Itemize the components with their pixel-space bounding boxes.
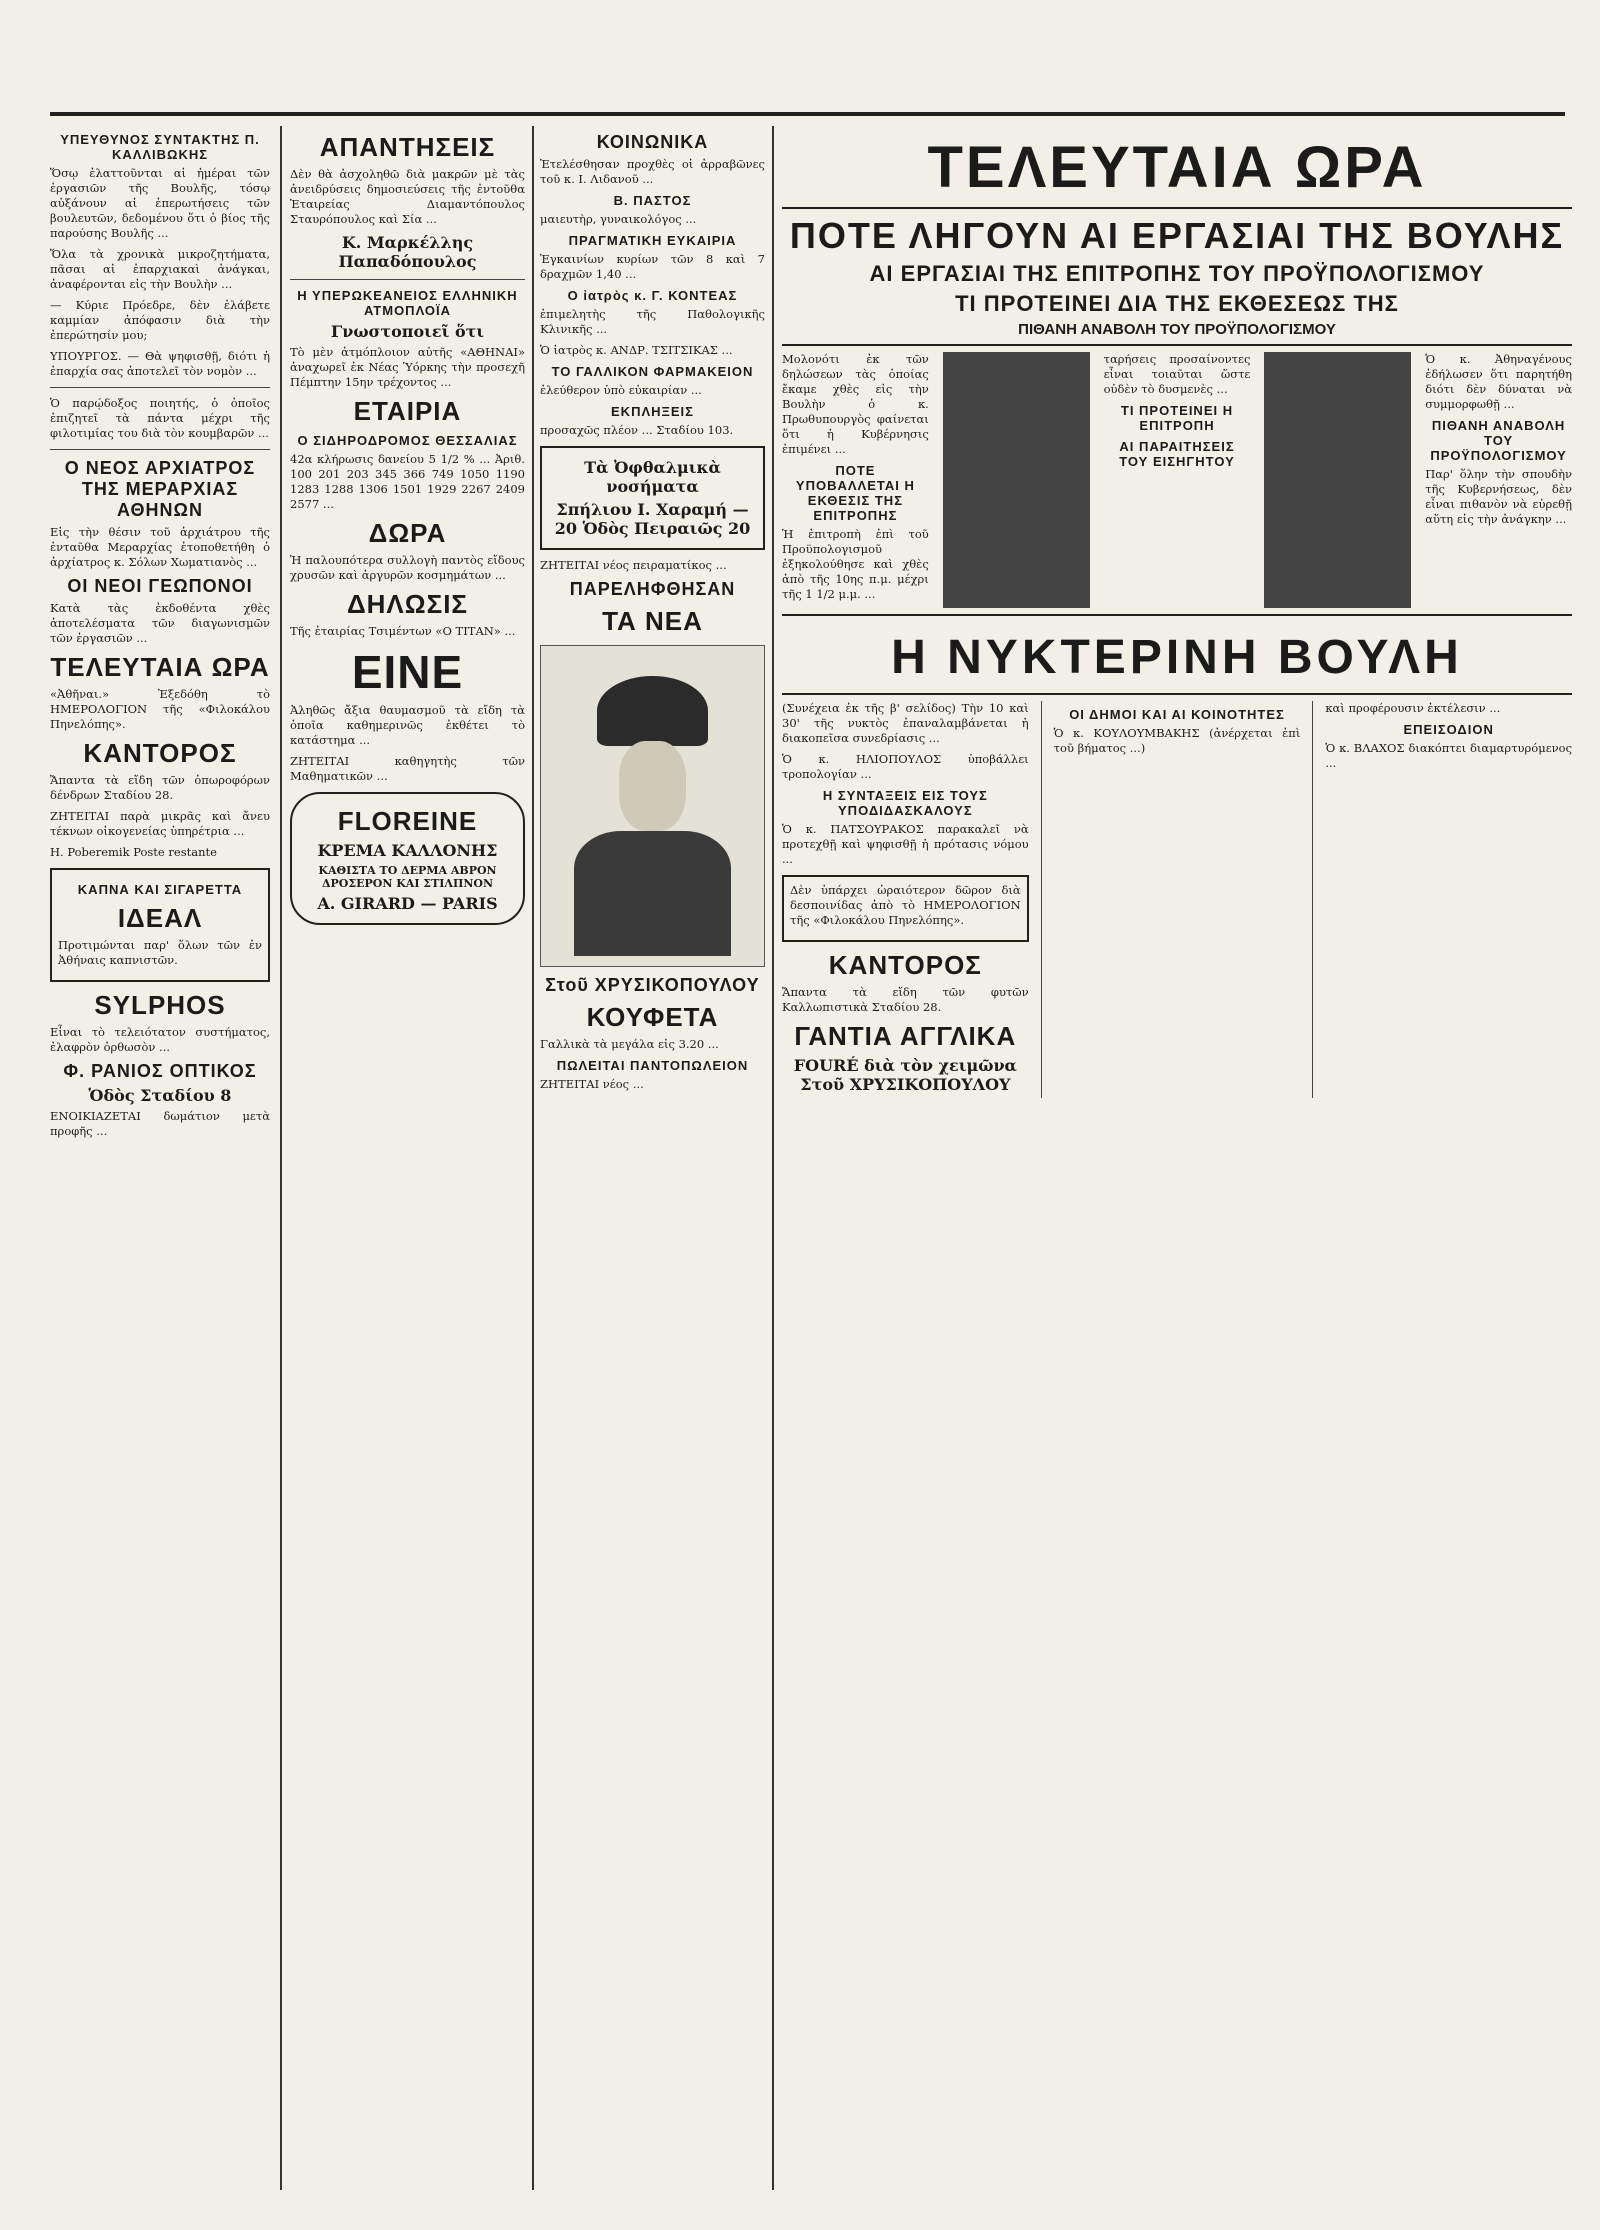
article-text: Μολονότι ἐκ τῶν δηλώσεων τὰς ὁποίας ἔκαμε χθὲς εἰς τὴν Βουλὴν ὁ κ. Πρωθυπουργὸς φαίνεται ὅτι ἡ Κυβέρνησις ἐπιμένει ... xyxy=(782,352,929,456)
divider xyxy=(782,207,1572,209)
article-text: ΖΗΤΕΙΤΑΙ καθηγητὴς τῶν Μαθηματικῶν ... xyxy=(290,754,525,783)
ad-address: A. GIRARD — PARIS xyxy=(317,894,498,913)
article-text: Ὅσῳ ἐλαττοῦνται αἱ ἡμέραι τῶν ἐργασιῶν τῆς Βουλῆς, τόσῳ αὐξάνουν αἱ ἐπερωτήσεις τῶν βουλευτῶν, δεδομένου ὅτι ὁ βίος τῆς παρούσης Βουλῆς ... xyxy=(50,166,270,240)
face-shape xyxy=(619,741,686,831)
article-text: ΖΗΤΕΙΤΑΙ νέος ... xyxy=(540,1077,644,1091)
article-text: Ἐγκαινίων κυρίων τῶν 8 καὶ 7 δραχμῶν 1,40 ... xyxy=(540,252,765,281)
article-text: Ὁ κ. ΠΑΤΣΟΥΡΑΚΟΣ παρακαλεῖ νὰ προτεχθῇ καὶ ψηφισθῇ ἡ πρότασις νόμου ... xyxy=(782,822,1029,866)
subheading: ΤΙ ΠΡΟΤΕΙΝΕΙ Η ΕΠΙΤΡΟΠΗ xyxy=(1120,403,1234,433)
vouli-col xyxy=(782,701,1029,1098)
ad-kapna xyxy=(50,868,270,982)
vouli-columns xyxy=(782,701,1572,1098)
headline-pragmatiki: ΠΡΑΓΜΑΤΙΚΗ ΕΥΚΑΙΡΙΑ xyxy=(568,233,737,248)
ad-imerologion xyxy=(782,875,1029,942)
headline-parelifthisan: ΠΑΡΕΛΗΦΘΗΣΑΝ xyxy=(569,579,736,599)
hat-shape xyxy=(597,676,709,746)
headline-konteas: Ο ἰατρὸς κ. Γ. ΚΟΝΤΕΑΣ xyxy=(567,288,738,303)
article-columns xyxy=(782,352,1572,608)
ad-store: Στοῦ ΧΡΥΣΙΚΟΠΟΥΛΟΥ xyxy=(545,975,760,995)
article-col xyxy=(1425,352,1572,608)
divider xyxy=(782,344,1572,346)
article-text: Ἡ ἐπιτροπὴ ἐπὶ τοῦ Προϋπολογισμοῦ ἐξηκολούθησε καὶ χθὲς ἀπὸ τῆς 10ης π.μ. μέχρι τῆς 1 1/2 μ.μ. ... xyxy=(782,527,929,601)
column-rule xyxy=(1264,352,1411,608)
divider xyxy=(290,279,525,280)
ad-title: Τὰ Ὀφθαλμικὰ νοσήματα xyxy=(584,458,721,496)
ad-text: Ἄπαντα τὰ εἴδη τῶν φυτῶν Καλλωπιστικὰ Σταδίου 28. xyxy=(782,985,1029,1014)
article-text: ΖΗΤΕΙΤΑΙ νέος πειραματίκος ... xyxy=(540,558,727,572)
article-text: Ὅλα τὰ χρονικὰ μικροζητήματα, πᾶσαι αἱ ἐπαρχιακαὶ ἀνάγκαι, ἀναφέρονται εἰς τὴν Βουλὴν ... xyxy=(50,247,270,291)
headline-nyxterini-vouli: Η ΝΥΚΤΕΡΙΝΗ ΒΟΥΛΗ xyxy=(891,631,1463,684)
column-rule xyxy=(1312,701,1313,1098)
article-text: Ἡ παλουπότερα συλλογὴ παντὸς εἴδους χρυσῶν καὶ ἀργυρῶν κοσμημάτων ... xyxy=(290,553,525,582)
article-text: μαιευτὴρ, γυναικολόγος ... xyxy=(540,212,697,226)
headline-gantia: ΓΑΝΤΙΑ ΑΓΓΛΙΚΑ xyxy=(794,1021,1017,1051)
divider xyxy=(782,693,1572,695)
signature: Κ. Μαρκέλλης Παπαδόπουλος xyxy=(338,233,477,271)
subheading: Η ΣΥΝΤΑΞΕΙΣ ΕΙΣ ΤΟΥΣ ΥΠΟΔΙΔΑΣΚΑΛΟΥΣ xyxy=(822,788,988,818)
subheading: ΕΠΕΙΣΟΔΙΟΝ xyxy=(1403,722,1494,737)
subheading: ΟΙ ΔΗΜΟΙ ΚΑΙ ΑΙ ΚΟΙΝΟΤΗΤΕΣ xyxy=(1069,707,1285,722)
article-text: Ὁ κ. Ἀθηναγένους ἐδήλωσεν ὅτι παρητήθη διότι δὲν δύναται νὰ συμμορφωθῇ ... xyxy=(1425,352,1572,411)
headline-ta-nea: ΤΑ ΝΕΑ xyxy=(602,606,703,636)
headline-apantiseis: ΑΠΑΝΤΗΣΕΙΣ xyxy=(319,132,496,162)
article-text: καὶ προφέρουσιν ἐκτέλεσιν ... xyxy=(1325,701,1501,715)
ad-address: Ὁδὸς Σταδίου 8 xyxy=(88,1086,232,1105)
headline-geoponoi: ΟΙ ΝΕΟΙ ΓΕΩΠΟΝΟΙ xyxy=(67,576,253,596)
divider xyxy=(50,449,270,450)
ad-brand: FLOREINE xyxy=(337,806,478,836)
article-text: ταρήσεις προσαίνοντες εἶναι τοιαῦται ὥστε οὐδὲν τὸ δυσμενὲς ... xyxy=(1103,352,1251,396)
headline-ti-proteinei: ΤΙ ΠΡΟΤΕΙΝΕΙ ΔΙΑ ΤΗΣ ΕΚΘΕΣΕΩΣ ΤΗΣ xyxy=(955,291,1399,316)
headline-kantoros: ΚΑΝΤΟΡΟΣ xyxy=(83,738,237,768)
article-text: προσαχῶς πλέον ... Σταδίου 103. xyxy=(540,423,734,437)
column-rule xyxy=(532,126,534,2190)
article-text: Εἰς τὴν θέσιν τοῦ ἀρχιάτρου τῆς ἐνταῦθα Μεραρχίας ἐτοποθετήθη ὁ ἀρχίατρος κ. Σόλων Χωματιανὸς ... xyxy=(50,525,270,569)
ad-text: Προτιμώνται παρ' ὅλων τῶν ἐν Ἀθήναις καπνιστῶν. xyxy=(58,938,262,967)
subheading: ΠΙΘΑΝΗ ΑΝΑΒΟΛΗ ΤΟΥ ΠΡΟΫΠΟΛΟΓΙΣΜΟΥ xyxy=(1430,418,1567,463)
divider xyxy=(50,387,270,388)
ad-text: Εἶναι τὸ τελειότατον συστήματος, ἐλαφρὸν ὀρθωσὸν ... xyxy=(50,1025,270,1054)
headline-dora: ΔΩΡΑ xyxy=(368,518,447,548)
headline-poleitai: ΠΩΛΕΙΤΑΙ ΠΑΝΤΟΠΩΛΕΙΟΝ xyxy=(556,1058,749,1073)
ad-floreine xyxy=(290,792,525,925)
article-text: ἐλεύθερον ὑπὸ εὐκαιρίαν ... xyxy=(540,383,702,397)
article-text: ἐπιμελητὴς τῆς Παθολογικῆς Κλινικῆς ... xyxy=(540,307,765,336)
article-text: Ὁ ἰατρὸς κ. ΑΝΔΡ. ΤΣΙΤΣΙΚΑΣ ... xyxy=(540,343,733,357)
ad-ofthalmika xyxy=(540,446,765,550)
article-text: Παρ' ὅλην τὴν σπουδὴν τῆς Κυβερνήσεως, δὲν εἶναι πιθανὸν νὰ εὑρεθῇ αὕτη εἰς τὴν ἀνάγκην ... xyxy=(1425,467,1572,526)
headline-dilosis: ΔΗΛΩΣΙΣ xyxy=(346,589,469,619)
article-text: Ὁ κ. ΒΛΑΧΟΣ διακόπτει διαμαρτυρόμενος ... xyxy=(1325,741,1572,770)
headline-yperokeanios: Η ΥΠΕΡΩΚΕΑΝΕΙΟΣ ΕΛΛΗΝΙΚΗ ΑΤΜΟΠΛΟΪΑ xyxy=(297,288,518,318)
ad-sylphos: SYLPHOS xyxy=(94,990,226,1020)
ad-text: Γαλλικὰ τὰ μεγάλα εἰς 3.20 ... xyxy=(540,1037,719,1051)
article-text: Κατὰ τὰς ἐκδοθέντα χθὲς ἀποτελέσματα τῶν διαγωνισμῶν τῶν ἐργασιῶν ... xyxy=(50,601,270,645)
article-text: ΥΠΟΥΡΓΟΣ. — Θὰ ψηφισθῇ, διότι ἡ ἐπαρχία σας ἀποτελεῖ τὸν νομὸν ... xyxy=(50,349,270,378)
signature: Η. Poberemik Poste restante xyxy=(50,845,217,859)
headline-sidirodromos: Ο ΣΙΔΗΡΟΔΡΟΜΟΣ ΘΕΣΣΑΛΙΑΣ xyxy=(297,433,518,448)
article-text: Τῆς ἐταιρίας Τσιμέντων «Ο ΤΙΤΑΝ» ... xyxy=(290,624,516,638)
headline-kantoros-2: ΚΑΝΤΟΡΟΣ xyxy=(828,950,982,980)
subheading: Γνωστοποιεῖ ὅτι xyxy=(330,322,485,341)
headline-ekpliseis: ΕΚΠΛΗΞΕΙΣ xyxy=(611,404,694,419)
headline-etaireia: ΕΤΑΙΡΙΑ xyxy=(353,396,462,426)
column-2 xyxy=(290,126,525,2190)
article-text: Δὲν θὰ ἀσχοληθῶ διὰ μακρῶν μὲ τὰς ἀνειδρύσεις δημοσιεύσεις τῆς ἐντοῦθα Ἑταιρείας Διαμαντόπουλος Σταυρόπουλος καὶ Σία ... xyxy=(290,167,525,226)
headline-gallikon: ΤΟ ΓΑΛΛΙΚΟΝ ΦΑΡΜΑΚΕΙΟΝ xyxy=(551,364,754,379)
headline-pote-ligoun: ΠΟΤΕ ΛΗΓΟΥΝ ΑΙ ΕΡΓΑΣΙΑΙ ΤΗΣ ΒΟΥΛΗΣ xyxy=(789,215,1565,256)
subheading: ΠΟΤΕ ΥΠΟΒΑΛΛΕΤΑΙ Η ΕΚΘΕΣΙΣ ΤΗΣ ΕΠΙΤΡΟΠΗΣ xyxy=(795,463,915,523)
vouli-col xyxy=(1054,701,1301,1098)
editor-line: ΥΠΕΥΘΥΝΟΣ ΣΥΝΤΑΚΤΗΣ Π. ΚΑΛΛΙΒΩΚΗΣ xyxy=(60,132,260,162)
article-col xyxy=(1104,352,1251,608)
ad-brand: ΙΔΕΑΛ xyxy=(117,903,203,933)
headline-eine: ΕΙΝΕ xyxy=(351,646,464,698)
article-text: Ὁ παρῴδοξος ποιητής, ὁ ὁποῖος ἐπιζητεῖ τὰ πάντα μέχρι τῆς φιλοτιμίας του διὰ τὸν κουμβαρῶν ... xyxy=(50,396,270,440)
column-3 xyxy=(540,126,765,2190)
vouli-col xyxy=(1325,701,1572,1098)
column-1 xyxy=(50,126,270,2190)
article-text: Ἀληθῶς ἄξια θαυμασμοῦ τὰ εἴδη τὰ ὁποῖα καθημερινῶς ἐκθέτει τὸ κατάστημα ... xyxy=(290,703,525,747)
column-rule xyxy=(943,352,1090,608)
ad-fanios: Φ. ΡΑΝΙΟΣ ΟΠΤΙΚΟΣ xyxy=(63,1061,257,1081)
article-text: 42α κλήρωσις δανείου 5 1/2 % ... Ἀριθ. 100 201 203 345 366 749 1050 1190 1283 1288 1306 1501 1929 2267 2409 2577 ... xyxy=(290,452,525,511)
ad-text: ΕΝΟΙΚΙΑΖΕΤΑΙ δωμάτιον μετὰ προφῆς ... xyxy=(50,1109,270,1138)
right-section xyxy=(782,126,1572,2190)
subheading: ΑΙ ΠΑΡΑΙΤΗΣΕΙΣ ΤΟΥ ΕΙΣΗΓΗΤΟΥ xyxy=(1119,439,1235,469)
ad-text: FOURÉ διὰ τὸν χειμῶνα Στοῦ ΧΡΥΣΙΚΟΠΟΥΛΟΥ xyxy=(793,1056,1017,1094)
article-text: Ὁ κ. ΚΟΥΛΟΥΜΒΑΚΗΣ (ἀνέρχεται ἐπὶ τοῦ βήματος ...) xyxy=(1053,726,1301,755)
ad-illustration xyxy=(540,645,765,967)
ad-text: ΖΗΤΕΙΤΑΙ παρὰ μικρᾶς καὶ ἄνευ τέκνων οἰκογενείας ὑπηρέτρια ... xyxy=(50,809,270,838)
coat-shape xyxy=(574,831,730,956)
headline-pastos: Β. ΠΑΣΤΟΣ xyxy=(613,193,692,208)
column-rule xyxy=(1041,701,1042,1098)
ad-subtitle: ΚΡΕΜΑ ΚΑΛΛΟΝΗΣ xyxy=(317,841,498,860)
ad-subtitle: ΚΑΘΙΣΤΑ ΤΟ ΔΕΡΜΑ ΑΒΡΟΝ ΔΡΟΣΕΡΟΝ ΚΑΙ ΣΤΙΛΠΝΟΝ xyxy=(318,864,497,890)
headline-teleutaia-ora-ad: ΤΕΛΕΥΤΑΙΑ ΩΡΑ xyxy=(50,652,270,682)
ad-title: ΚΑΠΝΑ ΚΑΙ ΣΙΓΑΡΕΤΤΑ xyxy=(77,882,243,897)
article-text: Ἐτελέσθησαν προχθὲς οἱ ἀρραβῶνες τοῦ κ. Ι. Λιδανοῦ ... xyxy=(540,157,765,186)
article-col xyxy=(782,352,929,608)
column-rule xyxy=(772,126,774,2190)
ad-text: «Ἀθῆναι.» Ἐξεδόθη τὸ ΗΜΕΡΟΛΟΓΙΟΝ τῆς «Φιλοκάλου Πηνελόπης». xyxy=(50,687,270,731)
divider xyxy=(782,614,1572,616)
article-text: (Συνέχεια ἐκ τῆς β' σελίδος) Τὴν 10 καὶ 30' τῆς νυκτὸς ἐπαναλαμβάνεται ἡ διακοπεῖσα συνεδρίασις ... xyxy=(782,701,1029,745)
column-rule xyxy=(280,126,282,2190)
headline-koufeta: ΚΟΥΦΕΤΑ xyxy=(586,1002,719,1032)
headline-anavoli: ΠΙΘΑΝΗ ΑΝΑΒΟΛΗ ΤΟΥ ΠΡΟΫΠΟΛΟΓΙΣΜΟΥ xyxy=(1018,321,1336,338)
ad-text: Δὲν ὑπάρχει ὡραιότερον δῶρον διὰ δεσποινίδας ἀπὸ τὸ ΗΜΕΡΟΛΟΓΙΟΝ τῆς «Φιλοκάλου Πηνελόπης». xyxy=(790,883,1021,927)
ad-text: Ἄπαντα τὰ εἴδη τῶν ὀπωροφόρων δένδρων Σταδίου 28. xyxy=(50,773,270,802)
ad-text: Σπήλιου Ι. Χαραμή — 20 Ὁδὸς Πειραιῶς 20 xyxy=(554,500,751,538)
headline-teleutaia-ora: ΤΕΛΕΥΤΑΙΑ ΩΡΑ xyxy=(927,135,1427,200)
article-text: Ὁ κ. ΗΛΙΟΠΟΥΛΟΣ ὑποβάλλει τροπολογίαν ... xyxy=(782,752,1029,781)
headline-archiatros: Ο ΝΕΟΣ ΑΡΧΙΑΤΡΟΣ ΤΗΣ ΜΕΡΑΡΧΙΑΣ ΑΘΗΝΩΝ xyxy=(64,458,256,520)
article-text: — Κύριε Πρόεδρε, δὲν ἐλάβετε καμμίαν ἀπόφασιν διὰ τὴν ἐπερώτησίν μου; xyxy=(50,298,270,342)
article-text: Τὸ μὲν ἀτμόπλοιον αὐτῆς «ΑΘΗΝΑΙ» ἀναχωρεῖ ἐκ Νέας Ὑόρκης τὴν προσεχῆ Πέμπτην 15ην τρέχοντος ... xyxy=(290,345,525,389)
headline-ergasiai: ΑΙ ΕΡΓΑΣΙΑΙ ΤΗΣ ΕΠΙΤΡΟΠΗΣ ΤΟΥ ΠΡΟΫΠΟΛΟΓΙΣΜΟΥ xyxy=(869,261,1485,286)
top-rule xyxy=(50,112,1565,116)
headline-koinonika: ΚΟΙΝΩΝΙΚΑ xyxy=(596,132,709,152)
